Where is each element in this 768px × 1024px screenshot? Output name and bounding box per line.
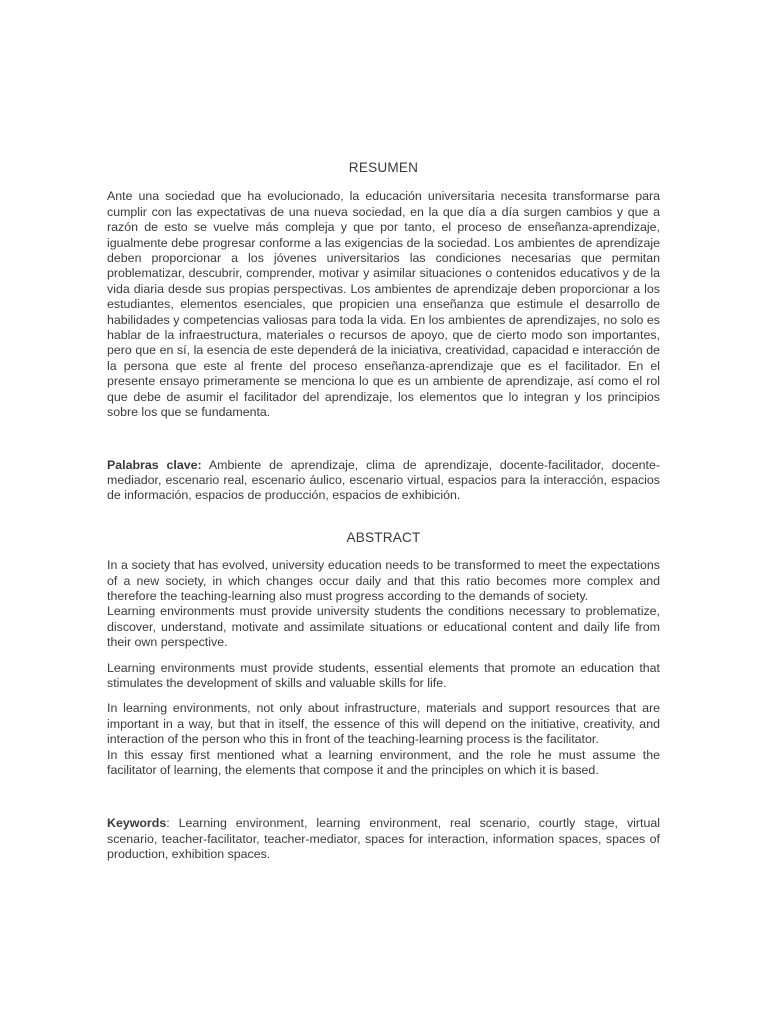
- abstract-paragraph-5: In this essay first mentioned what a learning environment, and the role he must assume the facilitator of learning, the elements that compose it and the principles on which it is based.: [107, 747, 660, 777]
- abstract-paragraph-2: Learning environments must provide university students the conditions necessary to problematize, discover, understand, motivate and assimilate situations or educational content and daily life from their own perspective.: [107, 604, 660, 650]
- abstract-paragraph-3: Learning environments must provide students, essential elements that promote an education that stimulates the development of skills and valuable skills for life.: [107, 660, 660, 690]
- keywords-paragraph: [107, 816, 660, 862]
- keywords-text: : Learning environment, learning environment, real scenario, courtly stage, virtual scenario, teacher-facilitator, teacher-mediator, spaces for interaction, information spaces, spaces of production, exhibition spaces.: [107, 816, 660, 862]
- palabras-clave-label: Palabras clave:: [107, 457, 202, 472]
- abstract-paragraph-4: In learning environments, not only about infrastructure, materials and support resources that are important in a way, but that in itself, the essence of this will depend on the initiative, creativity, and interaction of the person who this in front of the teaching-learning process is the facilitator.: [107, 701, 660, 747]
- abstract-heading: ABSTRACT: [346, 529, 421, 545]
- resumen-paragraph: Ante una sociedad que ha evolucionado, la educación universitaria necesita transformarse para cumplir con las expectativas de una nueva sociedad, en la que día a día surgen cambios y que a razón de esto se vuelve más compleja y que por tanto, el proceso de enseñanza-aprendizaje, igualmente debe progresar conforme a las exigencias de la sociedad. Los ambientes de aprendizaje deben proporcionar a los jóvenes universitarios las condiciones necesarias que permitan problematizar, descubrir, comprender, motivar y asimilar situaciones o contenidos educativos y de la vida diaria desde sus propias perspectivas. Los ambientes de aprendizaje deben proporcionar a los estudiantes, elementos esenciales, que propicien una enseñanza que estimule el desarrollo de habilidades y competencias valiosas para toda la vida. En los ambientes de aprendizajes, no solo es hablar de la infraestructura, materiales o recursos de apoyo, que de cierto modo son importantes, pero que en sí, la esencia de este dependerá de la iniciativa, creatividad, capacidad e interacción de la persona que este al frente del proceso enseñanza-aprendizaje que es el facilitador. En el presente ensayo primeramente se menciona lo que es un ambiente de aprendizaje, así como el rol que debe de asumir el facilitador del aprendizaje, los elementos que lo integran y los principios sobre los que se fundamenta.: [107, 189, 660, 420]
- palabras-clave-paragraph: [107, 458, 660, 504]
- keywords-label: Keywords: [107, 816, 167, 831]
- palabras-clave-text: Ambiente de aprendizaje, clima de aprendizaje, docente-facilitador, docente-mediador, escenario real, escenario áulico, escenario virtual, espacios para la interacción, espacios de información, espacios de producción, espacios de exhibición.: [107, 457, 660, 503]
- abstract-paragraph-1: In a society that has evolved, university education needs to be transformed to meet the expectations of a new society, in which changes occur daily and that this ratio becomes more complex and therefore the teaching-learning also must progress according to the demands of society.: [107, 558, 660, 603]
- document-page: [107, 160, 660, 863]
- resumen-heading: RESUMEN: [348, 160, 419, 175]
